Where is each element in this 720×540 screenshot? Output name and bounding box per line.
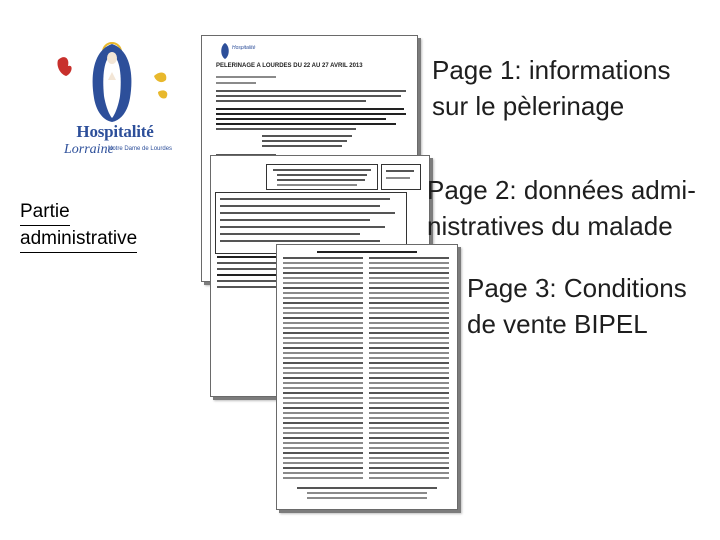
page1-mini-logo: Hospitalité (218, 42, 258, 64)
caption-page-2-line1: Page 2: données admi- (427, 175, 696, 205)
page2-reserved-box (381, 164, 421, 190)
hospitalite-logo (50, 36, 180, 166)
caption-page-3-line1: Page 3: Conditions (467, 273, 687, 303)
caption-page-3-line2: de vente BIPEL (467, 309, 648, 339)
caption-page-1-line2: sur le pèlerinage (432, 91, 625, 121)
caption-page-3 (467, 270, 687, 342)
page1-heading: PELERINAGE A LOURDES DU 22 AU 27 AVRIL 2013 (216, 63, 363, 69)
logo-name: Hospitalité (76, 122, 154, 141)
page2-header-box (266, 164, 378, 190)
logo-region: Lorraine (64, 142, 114, 157)
caption-page-2 (427, 172, 696, 244)
virgin-mary-logo-icon (50, 36, 180, 126)
logo-subtitle: Notre Dame de Lourdes (108, 146, 173, 152)
caption-page-1 (432, 52, 670, 124)
section-label (20, 199, 137, 253)
section-label-line2: administrative (20, 226, 137, 253)
caption-page-1-line1: Page 1: informations (432, 55, 671, 85)
section-label-line1: Partie (20, 199, 70, 226)
document-page-3 (276, 244, 458, 510)
caption-page-2-line2: nistratives du malade (427, 211, 673, 241)
